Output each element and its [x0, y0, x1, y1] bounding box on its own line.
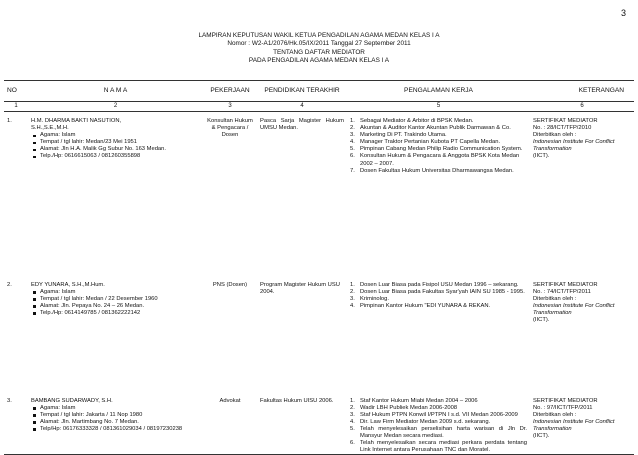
experience-list [350, 398, 527, 455]
certificate-abbr: (IICT). [533, 153, 550, 160]
heading-line-3: TENTANG DAFTAR MEDIATOR [273, 48, 365, 56]
table-row [4, 392, 634, 455]
job-cell: Advokat [203, 392, 257, 455]
col-number-2: 2 [28, 102, 203, 112]
education-cell: Program Magister Hukum USU 2004. [260, 281, 340, 295]
certificate-number: No. : 28/ICT/TFP/2010 [533, 125, 592, 132]
experience-item: 4. Manager Traktor Pertanian Kubota PT Capella Medan. [350, 139, 501, 146]
certificate-cell [530, 392, 634, 455]
detail-item: Agama: Islam [31, 289, 200, 296]
detail-item: Telp./Hp: 0616615063 / 081260355898 [31, 153, 200, 160]
mediator-name-line: S.H.,S.E.,M.H. [31, 125, 69, 132]
mediator-table [4, 80, 634, 455]
mediator-identity [28, 112, 203, 276]
certificate-abbr: (IICT). [533, 316, 550, 323]
experience-item: 6. Telah menyelesaikan secara mediasi perkara perdata tentang Link Internet antara Perusahaan TNC dan Moratel. [350, 440, 527, 454]
experience-item: 5. Pimpinan Cabang Medan Philip Radio Communication System. [350, 146, 523, 153]
certificate-title: SERTIFIKAT MEDIATOR [533, 281, 598, 288]
col-header-notes: KETERANGAN [530, 81, 634, 102]
certificate-cell [530, 112, 634, 276]
certificate-number: No. : 74/ICT/TFP/2011 [533, 288, 591, 295]
certificate-issuer-label: Diterbitkan oleh : [533, 132, 577, 139]
mediator-name-line: EDY YUNARA, S.H.,M.Hum. [31, 281, 105, 288]
table-row [4, 276, 634, 392]
experience-item: 1. Staf Kantor Hukum Miabi Medan 2004 – 2006 [350, 397, 478, 404]
mediator-details [31, 132, 200, 160]
certificate-cell [530, 276, 634, 392]
certificate-title: SERTIFIKAT MEDIATOR [533, 118, 598, 124]
job-cell: Konsultan Hukum & Pengacara / Dosen [207, 118, 253, 139]
experience-item: 7. Dosen Fakultas Hukum Universitas Dharmawangsa Medan. [350, 167, 514, 174]
row-number: 2. [7, 281, 12, 288]
col-number-4: 4 [257, 102, 347, 112]
experience-cell [347, 276, 530, 392]
detail-item: Tempat / tgl lahir: Jakarta / 11 Nop 1980 [31, 412, 200, 419]
detail-item: Alamat: Jln. Pepaya No. 24 – 26 Medan. [31, 303, 200, 310]
heading-line-4: PADA PENGADILAN AGAMA MEDAN KELAS I A [248, 57, 390, 65]
certificate-institute: Indonesian Institute For Conflict Transformation [533, 418, 615, 432]
table-row [4, 112, 634, 276]
row-number: 1. [7, 118, 12, 124]
experience-item: 6. Konsultan Hukum & Pengacara & Anggota BPSK Kota Medan 2002 – 2007. [350, 153, 520, 167]
detail-item: Alamat: Jln. Martimbang No. 7 Medan. [31, 419, 200, 426]
page-number: 3 [620, 8, 626, 18]
certificate-title: SERTIFIKAT MEDIATOR [533, 397, 598, 404]
mediator-name-line: BAMBANG SUDARWADY, S.H. [31, 397, 113, 404]
experience-item: 2. Akuntan & Auditor Kantor Akuntan Publik Darmawan & Co. [350, 125, 511, 132]
certificate-institute: Indonesian Institute For Conflict Transformation [533, 302, 615, 316]
experience-item: 1. Dosen Luar Biasa pada Fisipol USU Medan 1996 – sekarang. [350, 281, 519, 288]
col-header-education: PENDIDIKAN TERAKHIR [257, 81, 347, 102]
experience-cell [347, 112, 530, 276]
experience-item: 4. Pimpinan Kantor Hukum "EDI YUNARA & REKAN. [350, 302, 491, 309]
table-header-row [4, 81, 634, 102]
experience-item: 3. Kriminolog. [350, 295, 389, 302]
experience-list [350, 118, 527, 175]
detail-item: Telp/Hp: 06176333328 / 081361029034 / 08197230238 [31, 426, 200, 433]
certificate-issuer-label: Diterbitkan oleh : [533, 411, 577, 418]
detail-item: Alamat: Jln H.A. Malik Gg Subur No. 163 Medan. [31, 146, 200, 153]
experience-list [350, 282, 527, 310]
experience-item: 2. Dosen Luar Biasa pada Fakultas Syar'yah IAIN SU 1985 - 1995. [350, 288, 525, 295]
detail-item: Tempat / tgl lahir: Medan/23 Mei 1951 [31, 139, 200, 146]
detail-item: Tempat / tgl lahir: Medan / 22 Desember 1960 [31, 296, 200, 303]
experience-item: 4. Dir. Law Firm Mediator Medan 2009 s.d. sekarang. [350, 418, 491, 425]
certificate-number: No. : 97/IICT/TFP/2011 [533, 404, 593, 411]
experience-item: 3. Marketing Di PT. Trakindo Utama. [350, 132, 447, 139]
experience-cell [347, 392, 530, 455]
detail-item: Agama: Islam [31, 405, 200, 412]
experience-item: 2. Wadir LBH Publiek Medan 2006-2008 [350, 404, 458, 411]
col-number-3: 3 [203, 102, 257, 112]
col-header-experience: PENGALAMAN KERJA [347, 81, 530, 102]
heading-line-1: LAMPIRAN KEPUTUSAN WAKIL KETUA PENGADILAN AGAMA MEDAN KELAS I A [198, 32, 440, 39]
col-number-6: 6 [530, 102, 634, 112]
col-header-job: PEKERJAAN [203, 81, 257, 102]
job-cell: PNS (Dosen) [212, 281, 248, 288]
experience-item: 3. Staf Hukum PTPN Konwil I/PTPN I s.d. VII Medan 2006-2009 [350, 411, 518, 418]
education-cell: Fakultas Hukum UISU 2006. [257, 392, 347, 455]
mediator-identity [28, 276, 203, 392]
col-number-1: 1 [4, 102, 28, 112]
heading-line-2: Nomor : W2-A1/2076/Hk.05/IX/2011 Tanggal 27 September 2011 [227, 40, 411, 48]
education-cell: Pasca Sarja Magister Hukum UMSU Medan. [260, 118, 344, 132]
certificate-institute: Indonesian Institute For Conflict Transformation [533, 139, 615, 153]
mediator-details [31, 289, 200, 317]
mediator-details [31, 405, 200, 433]
row-number: 3. [4, 392, 28, 455]
certificate-issuer-label: Diterbitkan oleh : [533, 295, 577, 302]
detail-item: Agama: Islam [31, 132, 200, 139]
experience-item: 5. Telah menyelesaikan perselisihan harta warisan di Jln Dr. Mansyur Medan secara mediasi. [350, 425, 527, 439]
col-header-name: N A M A [28, 81, 203, 102]
mediator-identity [28, 392, 203, 455]
mediator-name-line: H.M. DHARMA BAKTI NASUTION, [31, 118, 122, 124]
detail-item: Telp./Hp: 0614149785 / 081362222142 [31, 310, 200, 317]
certificate-abbr: (IICT). [533, 432, 550, 439]
column-number-row [4, 102, 634, 112]
document-heading [0, 32, 638, 66]
col-header-no: NO [4, 81, 28, 102]
col-number-5: 5 [347, 102, 530, 112]
experience-item: 1. Sebagai Mediator & Arbitor di BPSK Medan. [350, 118, 474, 124]
